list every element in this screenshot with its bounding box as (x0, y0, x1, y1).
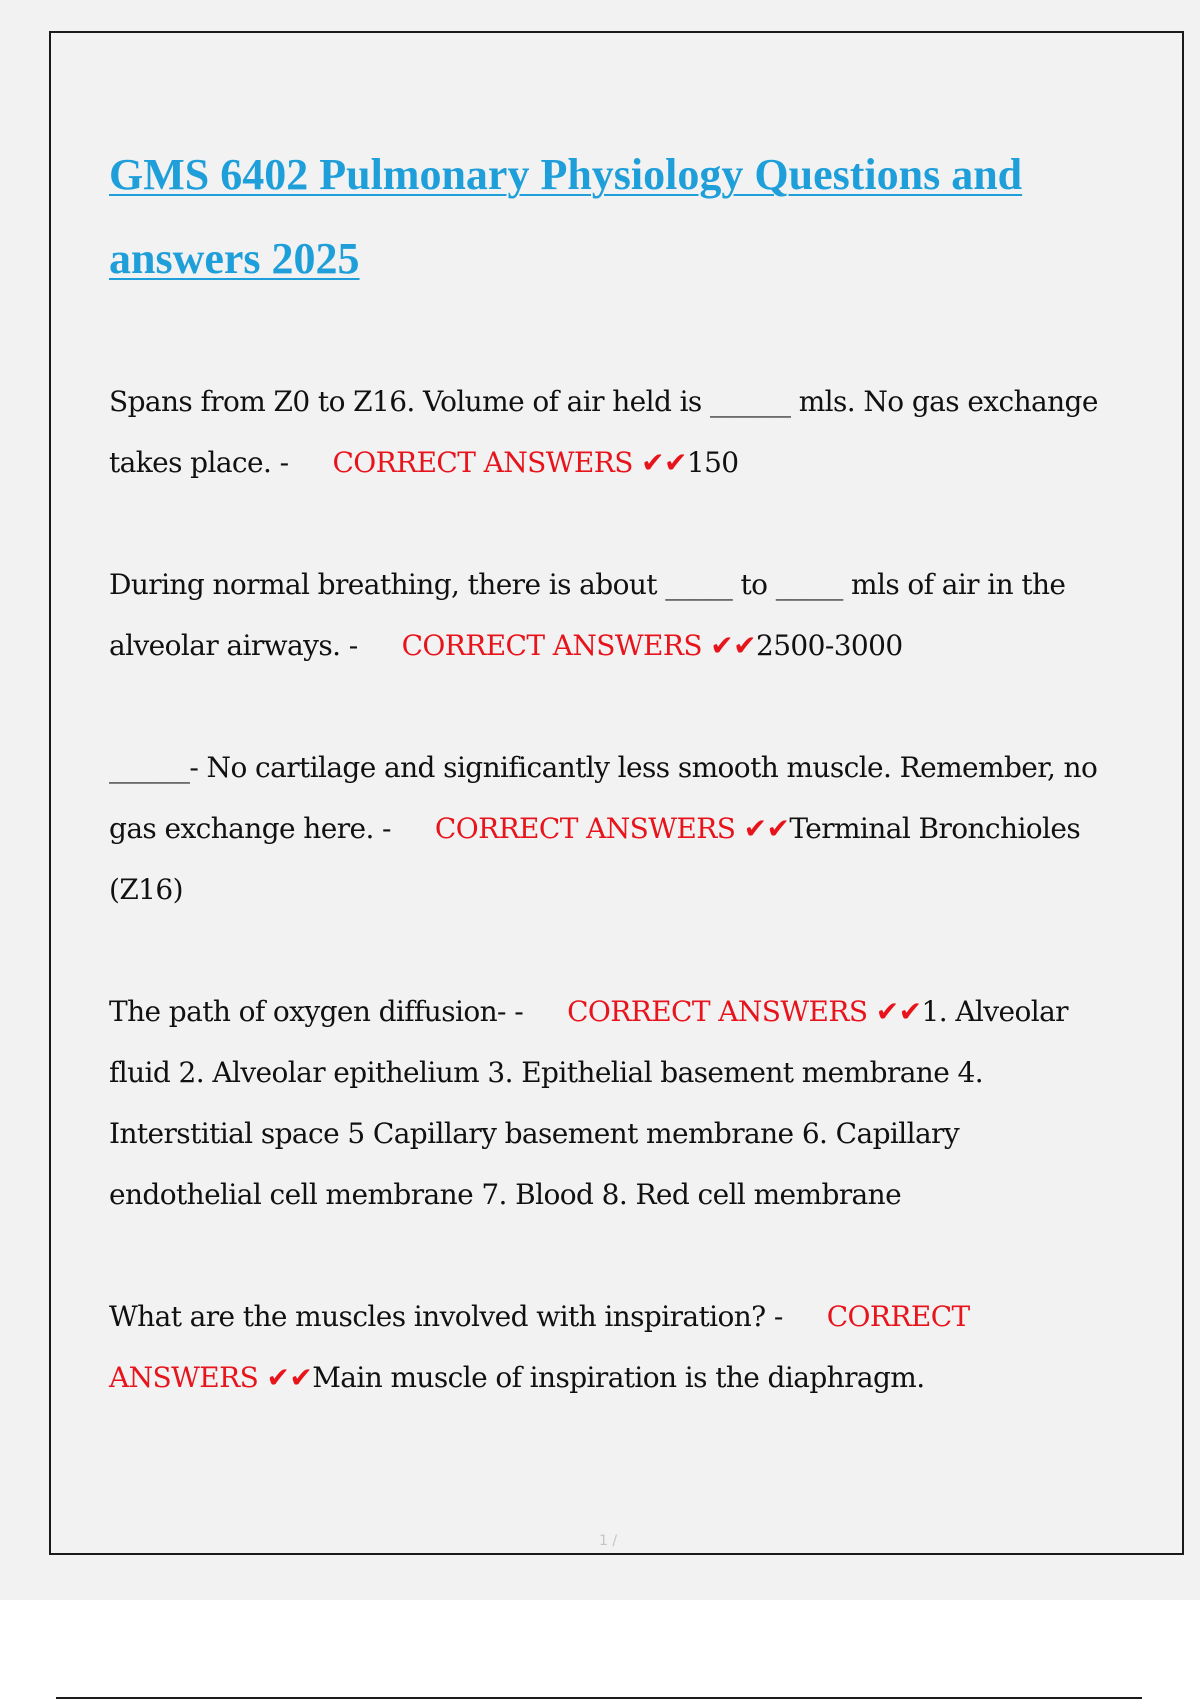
page-content (109, 133, 1099, 1469)
answer-text: Terminal Bronchioles (Z16) (109, 812, 1081, 906)
qa-item (109, 737, 1099, 920)
question-text: The path of oxygen diffusion- - (109, 995, 524, 1028)
answer-label: CORRECT ANSWERS (567, 995, 868, 1028)
double-check-icon: ✔✔ (266, 1361, 313, 1394)
question-text: During normal breathing, there is about _____ to _____ mls of air in the alveolar airways. - (109, 568, 1066, 662)
double-check-icon: ✔✔ (710, 629, 756, 662)
question-text: What are the muscles involved with inspiration? - (109, 1300, 783, 1333)
qa-item (109, 371, 1099, 493)
question-text: ______- No cartilage and significantly less smooth muscle. Remember, no gas exchange here. - (109, 751, 1098, 845)
double-check-icon: ✔✔ (875, 995, 922, 1028)
answer-text: Main muscle of inspiration is the diaphragm. (312, 1361, 925, 1394)
answer-text: 150 (686, 446, 739, 479)
qa-item (109, 1286, 1099, 1408)
page-number: 1 / (599, 1533, 618, 1549)
answer-label: CORRECT ANSWERS (434, 812, 736, 845)
answer-label: CORRECT ANSWERS (401, 629, 702, 662)
qa-item (109, 554, 1099, 676)
document-page (49, 31, 1184, 1555)
answer-text: 1. Alveolar fluid 2. Alveolar epithelium 3. Epithelial basement membrane 4. Interstitial space 5 Capillary basement membrane 6. Capillary endothelial cell membrane 7. Blood 8. Red cell membrane (109, 995, 1068, 1211)
document-title: GMS 6402 Pulmonary Physiology Questions and answers 2025 (109, 150, 1023, 283)
answer-label: CORRECT ANSWERS (109, 1300, 970, 1394)
qa-item (109, 981, 1099, 1225)
answer-label: CORRECT ANSWERS (332, 446, 633, 479)
double-check-icon: ✔✔ (641, 446, 687, 479)
divider-line (56, 1697, 1142, 1699)
answer-text: 2500-3000 (756, 629, 903, 662)
double-check-icon: ✔✔ (743, 812, 790, 845)
question-text: Spans from Z0 to Z16. Volume of air held is ______ mls. No gas exchange takes place. - (109, 385, 1098, 479)
